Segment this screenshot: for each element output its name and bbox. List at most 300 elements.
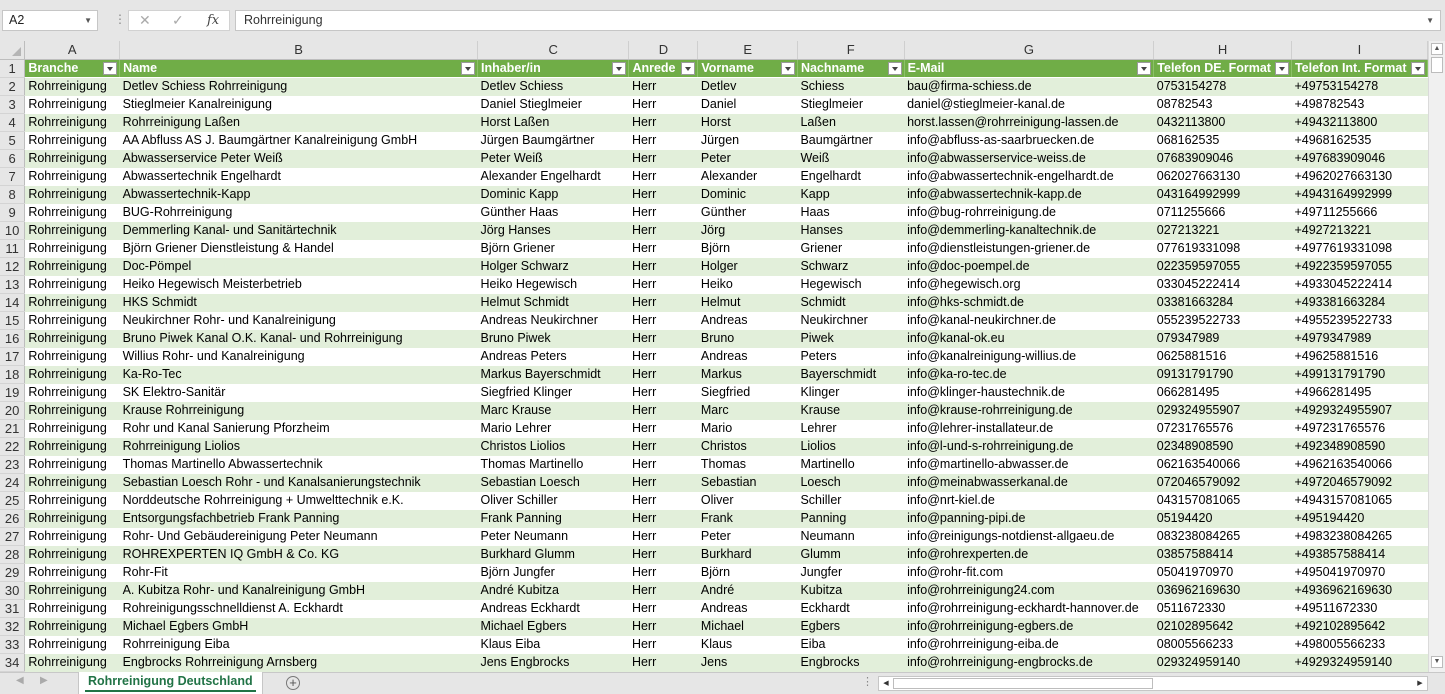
cell[interactable]: Rohrreinigung Liolios <box>120 437 478 455</box>
cell[interactable]: Herr <box>629 563 698 581</box>
cell[interactable]: Herr <box>629 293 698 311</box>
cell[interactable]: Herr <box>629 491 698 509</box>
cell[interactable]: Stieglmeier <box>797 95 904 113</box>
cell[interactable]: Abwassertechnik Engelhardt <box>120 167 478 185</box>
cell[interactable]: Andreas <box>698 599 798 617</box>
cell[interactable]: +4955239522733 <box>1291 311 1427 329</box>
cell[interactable]: Holger Schwarz <box>477 257 628 275</box>
cell[interactable]: Herr <box>629 365 698 383</box>
add-sheet-icon[interactable]: + <box>286 676 300 690</box>
cell[interactable]: info@abwasserservice-weiss.de <box>904 149 1154 167</box>
cell[interactable]: bau@firma-schiess.de <box>904 77 1154 95</box>
cell[interactable]: +4979347989 <box>1291 329 1427 347</box>
header-cell[interactable] <box>25 59 120 77</box>
cell[interactable]: Rohrreinigung Laßen <box>120 113 478 131</box>
cell[interactable]: info@bug-rohrreinigung.de <box>904 203 1154 221</box>
cell[interactable]: 066281495 <box>1154 383 1292 401</box>
cell[interactable]: Sebastian <box>698 473 798 491</box>
cell[interactable]: Jungfer <box>797 563 904 581</box>
row-header[interactable]: 34 <box>0 653 25 671</box>
column-header-i[interactable]: I <box>1291 41 1427 59</box>
cell[interactable]: 0625881516 <box>1154 347 1292 365</box>
cell[interactable]: Rohrreinigung <box>25 221 120 239</box>
cell[interactable]: Markus Bayerschmidt <box>477 365 628 383</box>
insert-function-icon[interactable]: fx <box>207 13 220 28</box>
cell[interactable]: Peter <box>698 149 798 167</box>
cell[interactable]: Liolios <box>797 437 904 455</box>
cell[interactable]: Jörg <box>698 221 798 239</box>
cell[interactable]: 062027663130 <box>1154 167 1292 185</box>
cell[interactable]: +493857588414 <box>1291 545 1427 563</box>
cell[interactable]: Michael Egbers <box>477 617 628 635</box>
cell[interactable]: Rohrreinigung <box>25 383 120 401</box>
sheet-tab-active[interactable]: Rohrreinigung Deutschland <box>78 672 263 694</box>
cell[interactable]: Herr <box>629 149 698 167</box>
cell[interactable]: Rohrreinigung <box>25 95 120 113</box>
cell[interactable]: 079347989 <box>1154 329 1292 347</box>
cell[interactable]: AA Abfluss AS J. Baumgärtner Kanalreinigung GmbH <box>120 131 478 149</box>
cell[interactable]: Christos <box>698 437 798 455</box>
cell[interactable]: Andreas <box>698 311 798 329</box>
cell[interactable]: Rohrreinigung <box>25 455 120 473</box>
cell[interactable]: Glumm <box>797 545 904 563</box>
cell[interactable]: A. Kubitza Rohr- und Kanalreinigung GmbH <box>120 581 478 599</box>
cell[interactable]: Rohrreinigung <box>25 473 120 491</box>
cell[interactable]: Alexander <box>698 167 798 185</box>
row-header[interactable]: 7 <box>0 167 25 185</box>
cell[interactable]: Herr <box>629 185 698 203</box>
cell[interactable]: Herr <box>629 473 698 491</box>
cell[interactable]: +4983238084265 <box>1291 527 1427 545</box>
cell[interactable]: Herr <box>629 653 698 671</box>
horizontal-scroll-thumb[interactable] <box>893 678 1153 689</box>
cell[interactable]: info@dienstleistungen-griener.de <box>904 239 1154 257</box>
cell[interactable]: info@martinello-abwasser.de <box>904 455 1154 473</box>
row-header[interactable]: 25 <box>0 491 25 509</box>
cell[interactable]: Rohrreinigung <box>25 131 120 149</box>
cell[interactable]: Abwassertechnik-Kapp <box>120 185 478 203</box>
cell[interactable]: +499131791790 <box>1291 365 1427 383</box>
cell[interactable]: 05194420 <box>1154 509 1292 527</box>
cell[interactable]: +49511672330 <box>1291 599 1427 617</box>
cell[interactable]: 043164992999 <box>1154 185 1292 203</box>
cell[interactable]: +497231765576 <box>1291 419 1427 437</box>
cancel-icon[interactable]: ✕ <box>139 12 151 28</box>
cell[interactable]: Griener <box>797 239 904 257</box>
cell[interactable]: 062163540066 <box>1154 455 1292 473</box>
cell[interactable]: Jens Engbrocks <box>477 653 628 671</box>
cell[interactable]: Herr <box>629 329 698 347</box>
cell[interactable]: Herr <box>629 131 698 149</box>
cell[interactable]: Herr <box>629 419 698 437</box>
cell[interactable]: Norddeutsche Rohrreinigung + Umwelttechnik e.K. <box>120 491 478 509</box>
cell[interactable]: Markus <box>698 365 798 383</box>
header-cell[interactable] <box>698 59 798 77</box>
cell[interactable]: Herr <box>629 527 698 545</box>
vertical-scrollbar[interactable] <box>1428 41 1445 672</box>
cell[interactable]: +4936962169630 <box>1291 581 1427 599</box>
row-header[interactable]: 4 <box>0 113 25 131</box>
cell[interactable]: Herr <box>629 545 698 563</box>
cell[interactable]: Rohrreinigung <box>25 347 120 365</box>
row-header[interactable]: 14 <box>0 293 25 311</box>
filter-dropdown-icon[interactable] <box>1275 62 1289 75</box>
cell[interactable]: Jürgen <box>698 131 798 149</box>
column-header-h[interactable]: H <box>1154 41 1292 59</box>
cell[interactable]: Schiller <box>797 491 904 509</box>
cell[interactable]: Mario Lehrer <box>477 419 628 437</box>
cell[interactable]: Abwasserservice Peter Weiß <box>120 149 478 167</box>
cell[interactable]: Neumann <box>797 527 904 545</box>
cell[interactable]: Stieglmeier Kanalreinigung <box>120 95 478 113</box>
cell[interactable]: Jürgen Baumgärtner <box>477 131 628 149</box>
cell[interactable]: Heiko Hegewisch Meisterbetrieb <box>120 275 478 293</box>
cell[interactable]: 03857588414 <box>1154 545 1292 563</box>
row-header[interactable]: 10 <box>0 221 25 239</box>
cell[interactable]: 033045222414 <box>1154 275 1292 293</box>
cell[interactable]: Björn <box>698 563 798 581</box>
cell[interactable]: Burkhard Glumm <box>477 545 628 563</box>
next-sheet-icon[interactable]: ▶ <box>40 675 48 686</box>
column-header-b[interactable]: B <box>120 41 478 59</box>
cell[interactable]: Holger <box>698 257 798 275</box>
cell[interactable]: 05041970970 <box>1154 563 1292 581</box>
prev-sheet-icon[interactable]: ◀ <box>16 675 24 686</box>
cell[interactable]: 07231765576 <box>1154 419 1292 437</box>
row-header[interactable]: 20 <box>0 401 25 419</box>
cell[interactable]: +4929324955907 <box>1291 401 1427 419</box>
row-header[interactable]: 15 <box>0 311 25 329</box>
cell[interactable]: Jens <box>698 653 798 671</box>
row-header[interactable]: 23 <box>0 455 25 473</box>
cell[interactable]: Rohrreinigung <box>25 329 120 347</box>
cell[interactable]: Neukirchner Rohr- und Kanalreinigung <box>120 311 478 329</box>
cell[interactable]: 09131791790 <box>1154 365 1292 383</box>
cell[interactable]: +492102895642 <box>1291 617 1427 635</box>
cell[interactable]: Christos Liolios <box>477 437 628 455</box>
cell[interactable]: Entsorgungsfachbetrieb Frank Panning <box>120 509 478 527</box>
row-header[interactable]: 24 <box>0 473 25 491</box>
cell[interactable]: +4968162535 <box>1291 131 1427 149</box>
cell[interactable]: info@kanal-neukirchner.de <box>904 311 1154 329</box>
cell[interactable]: Michael Egbers GmbH <box>120 617 478 635</box>
cell[interactable]: ROHREXPERTEN IQ GmbH & Co. KG <box>120 545 478 563</box>
cell[interactable]: Günther Haas <box>477 203 628 221</box>
cell[interactable]: 027213221 <box>1154 221 1292 239</box>
horizontal-scrollbar[interactable] <box>878 676 1428 691</box>
cell[interactable]: Oliver <box>698 491 798 509</box>
cell[interactable]: Herr <box>629 239 698 257</box>
filter-dropdown-icon[interactable] <box>781 62 795 75</box>
cell[interactable]: Rohr-Fit <box>120 563 478 581</box>
cell[interactable]: Herr <box>629 275 698 293</box>
column-header-g[interactable]: G <box>904 41 1154 59</box>
cell[interactable]: Rohrreinigung <box>25 581 120 599</box>
cell[interactable]: Rohrreinigung <box>25 653 120 671</box>
cell[interactable]: Rohrreinigung <box>25 257 120 275</box>
row-header[interactable]: 12 <box>0 257 25 275</box>
cell[interactable]: 022359597055 <box>1154 257 1292 275</box>
cell[interactable]: Oliver Schiller <box>477 491 628 509</box>
cell[interactable]: Björn <box>698 239 798 257</box>
cell[interactable]: 055239522733 <box>1154 311 1292 329</box>
cell[interactable]: Andreas <box>698 347 798 365</box>
cell[interactable]: Herr <box>629 581 698 599</box>
cell[interactable]: 077619331098 <box>1154 239 1292 257</box>
cell[interactable]: Eiba <box>797 635 904 653</box>
cell[interactable]: info@hegewisch.org <box>904 275 1154 293</box>
cell[interactable]: daniel@stieglmeier-kanal.de <box>904 95 1154 113</box>
cell[interactable]: Rohrreinigung <box>25 77 120 95</box>
cell[interactable]: 043157081065 <box>1154 491 1292 509</box>
cell[interactable]: Rohr und Kanal Sanierung Pforzheim <box>120 419 478 437</box>
cell[interactable]: Herr <box>629 635 698 653</box>
cell[interactable]: Thomas Martinello Abwassertechnik <box>120 455 478 473</box>
cell[interactable]: Herr <box>629 599 698 617</box>
cell[interactable]: info@demmerling-kanaltechnik.de <box>904 221 1154 239</box>
cell[interactable]: Sebastian Loesch Rohr - und Kanalsanierungstechnik <box>120 473 478 491</box>
cell[interactable]: Rohrreinigung <box>25 437 120 455</box>
row-header[interactable]: 19 <box>0 383 25 401</box>
row-header[interactable]: 29 <box>0 563 25 581</box>
cell[interactable]: Daniel Stieglmeier <box>477 95 628 113</box>
cell[interactable]: horst.lassen@rohrreinigung-lassen.de <box>904 113 1154 131</box>
cell[interactable]: Hanses <box>797 221 904 239</box>
cell[interactable]: Marc <box>698 401 798 419</box>
cell[interactable]: Neukirchner <box>797 311 904 329</box>
formula-input[interactable] <box>235 10 1441 31</box>
cell[interactable]: info@abwassertechnik-engelhardt.de <box>904 167 1154 185</box>
cell[interactable]: Rohrreinigung <box>25 599 120 617</box>
cell[interactable]: 02348908590 <box>1154 437 1292 455</box>
cell[interactable]: 036962169630 <box>1154 581 1292 599</box>
cell[interactable]: Egbers <box>797 617 904 635</box>
row-header[interactable]: 31 <box>0 599 25 617</box>
cell[interactable]: Heiko <box>698 275 798 293</box>
cell[interactable]: Herr <box>629 113 698 131</box>
cell[interactable]: Schiess <box>797 77 904 95</box>
filter-dropdown-icon[interactable] <box>1411 62 1425 75</box>
cell[interactable]: Herr <box>629 257 698 275</box>
cell[interactable]: info@doc-poempel.de <box>904 257 1154 275</box>
row-header[interactable]: 26 <box>0 509 25 527</box>
cell[interactable]: Alexander Engelhardt <box>477 167 628 185</box>
header-cell[interactable] <box>629 59 698 77</box>
cell[interactable]: Ka-Ro-Tec <box>120 365 478 383</box>
row-header[interactable]: 6 <box>0 149 25 167</box>
cell[interactable]: +4929324959140 <box>1291 653 1427 671</box>
cell[interactable]: Günther <box>698 203 798 221</box>
cell[interactable]: Doc-Pömpel <box>120 257 478 275</box>
scroll-right-icon[interactable]: ▶ <box>1417 680 1423 687</box>
cell[interactable]: Daniel <box>698 95 798 113</box>
cell[interactable]: Willius Rohr- und Kanalreinigung <box>120 347 478 365</box>
cell[interactable]: info@ka-ro-tec.de <box>904 365 1154 383</box>
cell[interactable]: Rohrreinigung <box>25 491 120 509</box>
cell[interactable]: Detlev Schiess <box>477 77 628 95</box>
name-box[interactable] <box>2 10 98 31</box>
row-header[interactable]: 3 <box>0 95 25 113</box>
cell[interactable]: Demmerling Kanal- und Sanitärtechnik <box>120 221 478 239</box>
cell[interactable]: Hegewisch <box>797 275 904 293</box>
cell[interactable]: Rohrreinigung <box>25 401 120 419</box>
cell[interactable]: Kubitza <box>797 581 904 599</box>
cell[interactable]: 08782543 <box>1154 95 1292 113</box>
cell[interactable]: 0511672330 <box>1154 599 1292 617</box>
cell[interactable]: Rohrreinigung <box>25 203 120 221</box>
cell[interactable]: Herr <box>629 347 698 365</box>
cell[interactable]: Rohrreinigung <box>25 635 120 653</box>
cell[interactable]: 02102895642 <box>1154 617 1292 635</box>
cell[interactable]: Sebastian Loesch <box>477 473 628 491</box>
column-header-e[interactable]: E <box>698 41 798 59</box>
cell[interactable]: info@lehrer-installateur.de <box>904 419 1154 437</box>
cell[interactable]: +4972046579092 <box>1291 473 1427 491</box>
cell[interactable]: info@meinabwasserkanal.de <box>904 473 1154 491</box>
cell[interactable]: +493381663284 <box>1291 293 1427 311</box>
cell[interactable]: Mario <box>698 419 798 437</box>
filter-dropdown-icon[interactable] <box>681 62 695 75</box>
cell[interactable]: +4943157081065 <box>1291 491 1427 509</box>
cell[interactable]: info@kanalreinigung-willius.de <box>904 347 1154 365</box>
chevron-down-icon[interactable]: ▼ <box>84 16 92 25</box>
cell[interactable]: Krause Rohrreinigung <box>120 401 478 419</box>
row-header[interactable]: 17 <box>0 347 25 365</box>
cell[interactable]: 072046579092 <box>1154 473 1292 491</box>
cell[interactable]: Horst <box>698 113 798 131</box>
cell[interactable]: Klaus Eiba <box>477 635 628 653</box>
select-all-corner[interactable] <box>0 41 25 59</box>
column-header-c[interactable]: C <box>477 41 628 59</box>
cell[interactable]: 07683909046 <box>1154 149 1292 167</box>
row-header[interactable]: 22 <box>0 437 25 455</box>
cell[interactable]: info@hks-schmidt.de <box>904 293 1154 311</box>
cell[interactable]: Peter <box>698 527 798 545</box>
cell[interactable]: Schmidt <box>797 293 904 311</box>
cell[interactable]: info@l-und-s-rohrreinigung.de <box>904 437 1154 455</box>
cell[interactable]: Björn Griener <box>477 239 628 257</box>
cell[interactable]: Panning <box>797 509 904 527</box>
cell[interactable]: Peter Neumann <box>477 527 628 545</box>
cell[interactable]: Klaus <box>698 635 798 653</box>
cell[interactable]: info@rohrreinigung24.com <box>904 581 1154 599</box>
cell[interactable]: Rohrreinigung <box>25 509 120 527</box>
cell[interactable]: Rohrreinigung <box>25 419 120 437</box>
cell[interactable]: Bruno <box>698 329 798 347</box>
cell[interactable]: Dominic Kapp <box>477 185 628 203</box>
cell[interactable]: Weiß <box>797 149 904 167</box>
cell[interactable]: Marc Krause <box>477 401 628 419</box>
cell[interactable]: +49711255666 <box>1291 203 1427 221</box>
row-header[interactable]: 9 <box>0 203 25 221</box>
cell[interactable]: BUG-Rohrreinigung <box>120 203 478 221</box>
cell[interactable]: Björn Jungfer <box>477 563 628 581</box>
cell[interactable]: info@nrt-kiel.de <box>904 491 1154 509</box>
cell[interactable]: HKS Schmidt <box>120 293 478 311</box>
cell[interactable]: Engbrocks Rohrreinigung Arnsberg <box>120 653 478 671</box>
cell[interactable]: Peter Weiß <box>477 149 628 167</box>
cell[interactable]: Herr <box>629 167 698 185</box>
cell[interactable]: 083238084265 <box>1154 527 1292 545</box>
cell[interactable]: Lehrer <box>797 419 904 437</box>
cell[interactable]: Siegfried <box>698 383 798 401</box>
column-header-d[interactable]: D <box>629 41 698 59</box>
row-header[interactable]: 33 <box>0 635 25 653</box>
cell[interactable]: info@rohrreinigung-eckhardt-hannover.de <box>904 599 1154 617</box>
row-header[interactable]: 2 <box>0 77 25 95</box>
cell[interactable]: Rohrreinigung <box>25 149 120 167</box>
cell[interactable]: Andreas Peters <box>477 347 628 365</box>
cell[interactable]: Rohrreinigung <box>25 563 120 581</box>
cell[interactable]: Klinger <box>797 383 904 401</box>
cell[interactable]: +4922359597055 <box>1291 257 1427 275</box>
row-header[interactable]: 18 <box>0 365 25 383</box>
header-cell[interactable] <box>1154 59 1292 77</box>
cell[interactable]: Burkhard <box>698 545 798 563</box>
cell[interactable]: Helmut Schmidt <box>477 293 628 311</box>
cell[interactable]: Rohrreinigung <box>25 113 120 131</box>
header-cell[interactable] <box>477 59 628 77</box>
cell[interactable]: Herr <box>629 77 698 95</box>
cell[interactable]: Rohrreinigung <box>25 239 120 257</box>
filter-dropdown-icon[interactable] <box>888 62 902 75</box>
cell[interactable]: Martinello <box>797 455 904 473</box>
cell[interactable]: Herr <box>629 455 698 473</box>
cell[interactable]: Herr <box>629 617 698 635</box>
cell[interactable]: +4943164992999 <box>1291 185 1427 203</box>
cell[interactable]: Frank Panning <box>477 509 628 527</box>
scroll-up-icon[interactable]: ▲ <box>1431 43 1443 55</box>
row-header[interactable]: 1 <box>0 59 25 77</box>
cell[interactable]: Loesch <box>797 473 904 491</box>
cell[interactable]: info@kanal-ok.eu <box>904 329 1154 347</box>
cell[interactable]: Andreas Eckhardt <box>477 599 628 617</box>
cell[interactable]: info@klinger-haustechnik.de <box>904 383 1154 401</box>
cell[interactable]: Michael <box>698 617 798 635</box>
cell[interactable]: Engbrocks <box>797 653 904 671</box>
cell[interactable]: Rohrreinigung <box>25 167 120 185</box>
cell[interactable]: Detlev <box>698 77 798 95</box>
cell[interactable]: Schwarz <box>797 257 904 275</box>
cell[interactable]: Rohrreinigung <box>25 617 120 635</box>
cell[interactable]: Rohrreinigung <box>25 185 120 203</box>
column-header-a[interactable]: A <box>25 41 120 59</box>
cell[interactable]: 029324955907 <box>1154 401 1292 419</box>
cell[interactable]: Andreas Neukirchner <box>477 311 628 329</box>
cell[interactable]: Bayerschmidt <box>797 365 904 383</box>
cell[interactable]: Rohrreinigung <box>25 527 120 545</box>
cell[interactable]: info@rohrreinigung-egbers.de <box>904 617 1154 635</box>
row-header[interactable]: 27 <box>0 527 25 545</box>
cell[interactable]: Rohrreinigung <box>25 275 120 293</box>
cell[interactable]: Rohr- Und Gebäudereinigung Peter Neumann <box>120 527 478 545</box>
row-header[interactable]: 5 <box>0 131 25 149</box>
cell[interactable]: Herr <box>629 311 698 329</box>
cell[interactable]: 0432113800 <box>1154 113 1292 131</box>
cell[interactable]: 029324959140 <box>1154 653 1292 671</box>
cell[interactable]: Bruno Piwek <box>477 329 628 347</box>
header-cell[interactable] <box>904 59 1154 77</box>
cell[interactable]: +495194420 <box>1291 509 1427 527</box>
cell[interactable]: Rohrreinigung <box>25 545 120 563</box>
cell[interactable]: +498782543 <box>1291 95 1427 113</box>
cell[interactable]: info@krause-rohrreinigung.de <box>904 401 1154 419</box>
cell[interactable]: +495041970970 <box>1291 563 1427 581</box>
filter-dropdown-icon[interactable] <box>461 62 475 75</box>
cell[interactable]: Herr <box>629 383 698 401</box>
cell[interactable]: Thomas <box>698 455 798 473</box>
cell[interactable]: info@rohr-fit.com <box>904 563 1154 581</box>
